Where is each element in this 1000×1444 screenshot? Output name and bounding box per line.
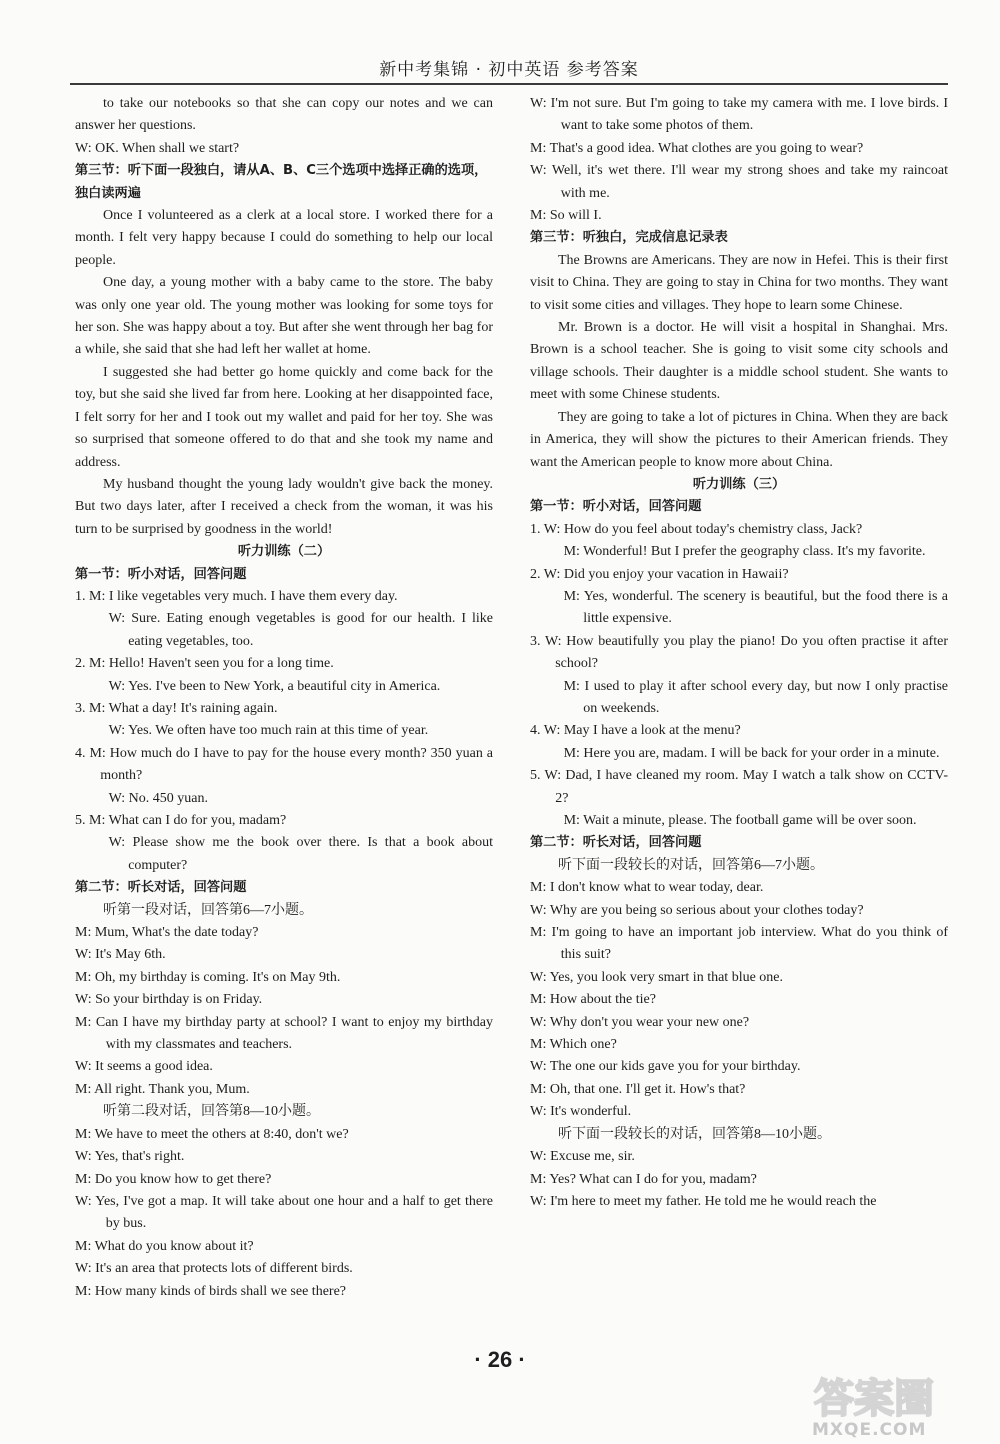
- text-paragraph: M: Mum, What's the date today?: [75, 925, 259, 941]
- text-paragraph: One day, a young mother with a baby came to the store. The baby was only one year old. The young mother was looking for some toys for her son. She was happy about a toy. But after she went through her bag for a while, she said that she had left her wallet at home.: [75, 275, 493, 358]
- exercise-title: 听力训练（二）: [237, 544, 331, 560]
- text-paragraph: M: Here you are, madam. I will be back for your order in a minute.: [563, 745, 940, 761]
- text-paragraph: M: How about the tie?: [530, 992, 656, 1008]
- text-paragraph: W: Yes, you look very smart in that blue one.: [530, 969, 784, 985]
- text-paragraph: 2. W: Did you enjoy your vacation in Hawaii?: [530, 566, 789, 582]
- text-paragraph: M: Do you know how to get there?: [75, 1171, 272, 1187]
- text-paragraph: W: Sure. Eating enough vegetables is good for our health. I like eating vegetables, too.: [108, 611, 493, 649]
- text-paragraph: M: Which one?: [530, 1037, 617, 1053]
- text-paragraph: 听下面一段较长的对话，回答第6—7小题。: [558, 857, 824, 873]
- text-paragraph: M: How many kinds of birds shall we see there?: [75, 1283, 346, 1299]
- text-paragraph: W: Why are you being so serious about your clothes today?: [530, 902, 864, 918]
- section-heading: 第二节：听长对话，回答问题: [530, 835, 702, 851]
- text-paragraph: 听下面一段较长的对话，回答第8—10小题。: [558, 1126, 831, 1142]
- text-paragraph: W: It's May 6th.: [75, 947, 166, 963]
- section-heading: 第三节：听下面一段独白，请从A、B、C三个选项中选择正确的选项，独白读两遍: [75, 163, 488, 201]
- text-paragraph: Mr. Brown is a doctor. He will visit a hospital in Shanghai. Mrs. Brown is a school teacher. She is going to visit some city schools and village schools. Their daughter is a middle school student. She wants to meet with some Chinese students.: [530, 320, 948, 403]
- text-paragraph: M: I used to play it after school every day, but now I only practise on weekends.: [563, 678, 948, 716]
- right-column: [530, 93, 948, 1213]
- text-paragraph: Once I volunteered as a clerk at a local store. I worked there for a month. I felt very happy because I could do something to help our local people.: [75, 208, 493, 268]
- text-paragraph: M: I'm going to have an important job interview. What do you think of this suit?: [530, 925, 948, 963]
- text-paragraph: W: Excuse me, sir.: [530, 1149, 635, 1165]
- text-paragraph: I suggested she had better go home quickly and come back for the toy, but she said she lived far from here. Looking at her disappointed face, I felt sorry for her and I took out my wallet and paid for her toy. She was so surprised that someone offered to do that and she took my name and address.: [75, 364, 493, 470]
- text-paragraph: 5. M: What can I do for you, madam?: [75, 813, 287, 828]
- text-paragraph: W: Yes. I've been to New York, a beautiful city in America.: [108, 678, 441, 694]
- text-paragraph: M: Wonderful! But I prefer the geography class. It's my favorite.: [563, 544, 926, 560]
- text-paragraph: 听第一段对话，回答第6—7小题。: [103, 902, 313, 918]
- text-paragraph: W: The one our kids gave you for your birthday.: [530, 1059, 801, 1075]
- text-paragraph: M: Can I have my birthday party at school? I want to enjoy my birthday with my classmates and teachers.: [75, 1014, 493, 1053]
- text-paragraph: 听第二段对话，回答第8—10小题。: [103, 1104, 320, 1120]
- text-paragraph: M: Wait a minute, please. The football game will be over soon.: [563, 813, 917, 828]
- watermark-logo-text: 答案圈: [814, 1376, 934, 1422]
- text-paragraph: 3. M: What a day! It's raining again.: [75, 700, 278, 716]
- text-paragraph: W: Well, it's wet there. I'll wear my strong shoes and take my raincoat with me.: [530, 163, 948, 201]
- text-paragraph: 4. M: How much do I have to pay for the house every month? 350 yuan a month?: [75, 745, 493, 784]
- text-paragraph: M: That's a good idea. What clothes are you going to wear?: [530, 140, 864, 156]
- text-paragraph: W: Please show me the book over there. Is that a book about computer?: [108, 835, 493, 873]
- section-heading: 第一节：听小对话，回答问题: [75, 566, 247, 582]
- text-paragraph: M: We have to meet the others at 8:40, don't we?: [75, 1126, 349, 1142]
- page-header: 新中考集锦 · 初中英语 参考答案: [379, 60, 639, 80]
- text-paragraph: W: Yes, that's right.: [75, 1149, 185, 1165]
- text-paragraph: W: It's wonderful.: [530, 1104, 632, 1120]
- text-paragraph: W: I'm here to meet my father. He told me he would reach the: [530, 1193, 877, 1209]
- text-paragraph: They are going to take a lot of pictures in China. When they are back in America, they will show the pictures to their American friends. They want the American people to know more about China.: [530, 409, 948, 470]
- text-paragraph: W: No. 450 yuan.: [108, 790, 209, 806]
- text-paragraph: W: It's an area that protects lots of different birds.: [75, 1261, 353, 1277]
- text-paragraph: M: What do you know about it?: [75, 1238, 254, 1254]
- text-paragraph: 3. W: How beautifully you play the piano! Do you often practise it after school?: [530, 633, 948, 672]
- text-paragraph: to take our notebooks so that she can copy our notes and we can answer her questions.: [75, 96, 493, 134]
- text-paragraph: 1. W: How do you feel about today's chemistry class, Jack?: [530, 521, 863, 537]
- text-paragraph: My husband thought the young lady wouldn't give back the money. But two days later, after I received a check from the woman, it was his turn to be surprised by goodness in the world!: [75, 476, 493, 537]
- text-paragraph: 2. M: Hello! Haven't seen you for a long time.: [75, 656, 334, 672]
- left-column: [75, 93, 493, 1303]
- text-paragraph: M: Yes? What can I do for you, madam?: [530, 1171, 757, 1187]
- text-paragraph: W: Yes, I've got a map. It will take about one hour and a half to get there by bus.: [75, 1193, 493, 1232]
- section-heading: 第二节：听长对话，回答问题: [75, 880, 247, 896]
- text-paragraph: W: OK. When shall we start?: [75, 140, 240, 156]
- text-paragraph: The Browns are Americans. They are now in Hefei. This is their first visit to China. They are going to stay in China for two months. They want to visit some cities and villages. They hope to learn some Chinese.: [530, 252, 948, 313]
- text-paragraph: M: I don't know what to wear today, dear.: [530, 880, 764, 896]
- section-heading: 第三节：听独白，完成信息记录表: [530, 230, 728, 246]
- text-paragraph: W: Why don't you wear your new one?: [530, 1014, 750, 1030]
- text-paragraph: W: It seems a good idea.: [75, 1059, 213, 1075]
- header-rule: [70, 83, 948, 85]
- section-heading: 第一节：听小对话，回答问题: [530, 499, 702, 515]
- text-paragraph: M: Yes, wonderful. The scenery is beautiful, but the food there is a little expensive.: [563, 588, 948, 627]
- text-paragraph: 5. W: Dad, I have cleaned my room. May I watch a talk show on CCTV-2?: [530, 768, 948, 806]
- page-number: · 26 ·: [474, 1347, 526, 1372]
- watermark-url: MXQE.COM: [812, 1420, 927, 1440]
- text-paragraph: W: Yes. We often have too much rain at this time of year.: [108, 723, 429, 739]
- text-paragraph: M: Oh, that one. I'll get it. How's that?: [530, 1081, 746, 1097]
- text-paragraph: W: I'm not sure. But I'm going to take my camera with me. I love birds. I want to take some photos of them.: [530, 96, 948, 134]
- text-paragraph: 4. W: May I have a look at the menu?: [530, 723, 741, 739]
- text-paragraph: M: All right. Thank you, Mum.: [75, 1081, 250, 1097]
- text-paragraph: M: So will I.: [530, 208, 602, 224]
- text-paragraph: 1. M: I like vegetables very much. I have them every day.: [75, 588, 398, 604]
- exercise-title: 听力训练（三）: [692, 476, 786, 492]
- text-paragraph: W: So your birthday is on Friday.: [75, 992, 263, 1008]
- text-paragraph: M: Oh, my birthday is coming. It's on May 9th.: [75, 969, 341, 985]
